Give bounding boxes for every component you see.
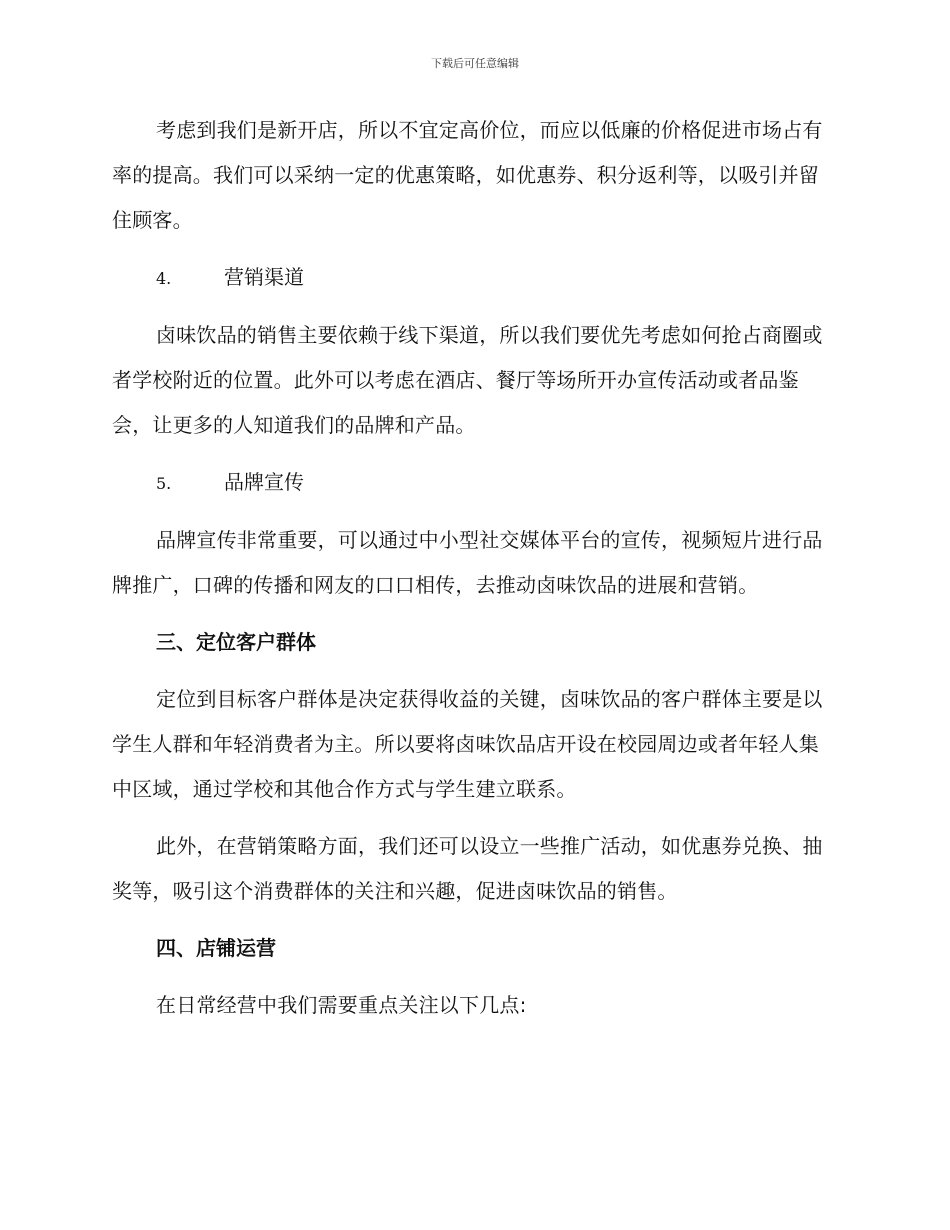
- list-item-marketing-channels: [112, 255, 832, 301]
- list-title: 营销渠道: [224, 265, 304, 289]
- page-header: 下载后可任意编辑: [431, 57, 519, 70]
- list-title: 品牌宣传: [224, 470, 304, 494]
- list-item-brand-promotion: [112, 460, 832, 506]
- section-heading-operations: 四、店铺运营: [156, 936, 276, 960]
- list-number: 4.: [156, 269, 172, 288]
- paragraph-brand: 品牌宣传非常重要，可以通过中小型社交媒体平台的宣传，视频短片进行品牌推广，口碑的传播和网友的口口相传，去推动卤味饮品的进展和营销。: [112, 528, 823, 597]
- paragraph-operations: 在日常经营中我们需要重点关注以下几点:: [156, 993, 527, 1017]
- section-heading-customers: 三、定位客户群体: [156, 630, 316, 654]
- document-body: [112, 108, 832, 1028]
- paragraph-customers: 定位到目标客户群体是决定获得收益的关键，卤味饮品的客户群体主要是以学生人群和年轻消费者为主。所以要将卤味饮品店开设在校园周边或者年轻人集中区域，通过学校和其他合作方式与学生建立联系。: [112, 687, 823, 801]
- list-number: 5.: [156, 474, 172, 493]
- paragraph-channels: 卤味饮品的销售主要依赖于线下渠道，所以我们要优先考虑如何抢占商圈或者学校附近的位置。此外可以考虑在酒店、餐厅等场所开办宣传活动或者品鉴会，让更多的人知道我们的品牌和产品。: [112, 323, 823, 437]
- paragraph-promotions: 此外，在营销策略方面，我们还可以设立一些推广活动，如优惠券兑换、抽奖等，吸引这个消费群体的关注和兴趣，促进卤味饮品的销售。: [112, 834, 823, 903]
- paragraph-pricing: 考虑到我们是新开店，所以不宜定高价位，而应以低廉的价格促进市场占有率的提高。我们可以采纳一定的优惠策略，如优惠券、积分返利等，以吸引并留住顾客。: [112, 118, 823, 232]
